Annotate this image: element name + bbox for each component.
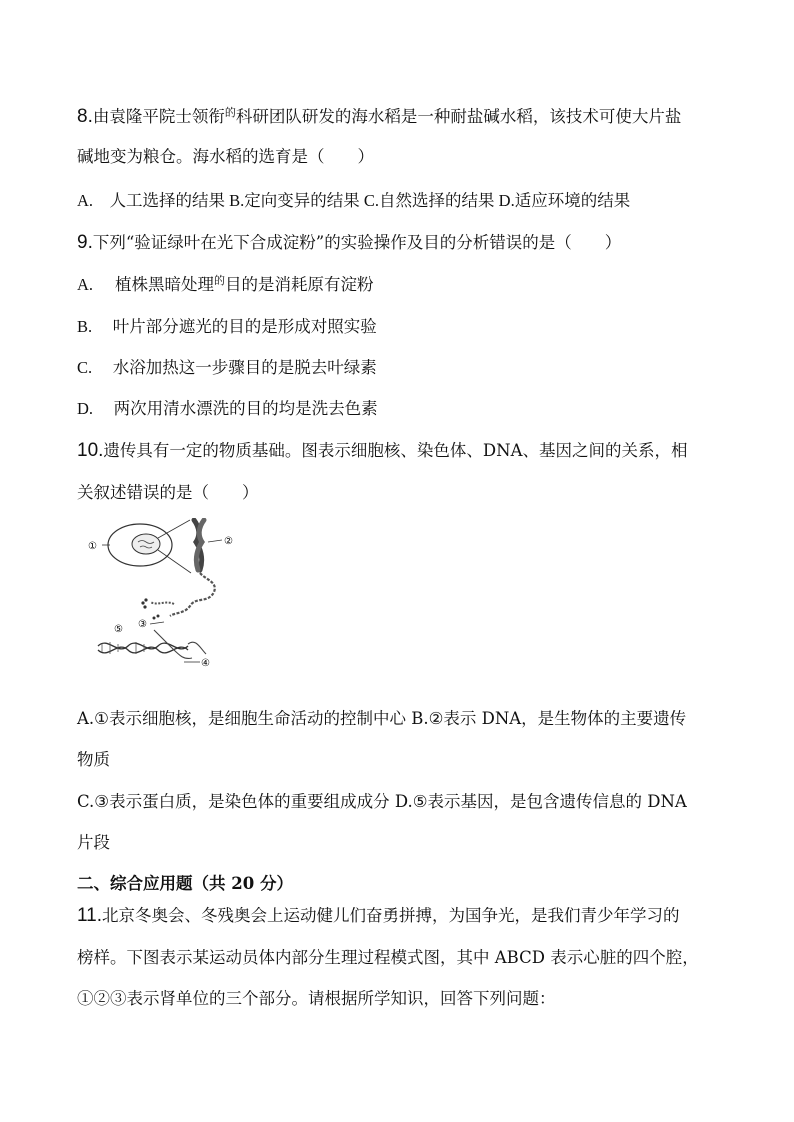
q10-line1 [77, 440, 688, 462]
q11-line2: 榜样。下图表示某运动员体内部分生理过程模式图，其中 ABCD 表示心脏的四个腔， [77, 948, 699, 967]
q11-number: 11. [77, 905, 103, 926]
q9-option-a-text-b: 目的是消耗原有淀粉 [225, 275, 374, 294]
q10-options-cd-line1: C.③表示蛋白质，是染色体的重要组成成分 D.⑤表示基因，是包含遗传信息的 DNA [77, 792, 687, 811]
dna-helix [98, 643, 188, 649]
q10-options-cd-line2: 片段 [77, 833, 110, 852]
q9-number: 9. [77, 232, 93, 253]
q8-number: 8. [77, 106, 93, 127]
nucleus-shape [132, 534, 160, 554]
q10-options-ab-line1: A.①表示细胞核，是细胞生命活动的控制中心 B.②表示 DNA，是生物体的主要遗传 [77, 709, 687, 728]
q10-line2: 关叙述错误的是（ ） [77, 483, 259, 502]
q9-option-a-text-a: 植株黑暗处理 [115, 275, 215, 294]
q9-stem [77, 232, 621, 254]
q8-options: A. 人工选择的结果 B.定向变异的结果 C.自然选择的结果 D.适应环境的结果 [77, 191, 631, 210]
q10-options-ab-line2: 物质 [77, 750, 110, 769]
q10-number: 10. [77, 440, 104, 461]
q9-option-c: C. 水浴加热这一步骤目的是脱去叶绿素 [77, 358, 377, 377]
diagram-label-5: ⑤ [114, 624, 123, 635]
q8-line1 [77, 106, 681, 130]
q11-line1-text: 北京冬奥会、冬残奥会上运动健儿们奋勇拼搏，为国争光，是我们青少年学习的 [102, 906, 680, 925]
q8-text-b: 科研团队研发的海水稻是一种耐盐碱水稻，该技术可使大片盐 [235, 107, 682, 126]
diagram-label-1: ① [88, 541, 97, 552]
diagram-label-4: ④ [201, 658, 210, 669]
diagram-label-3: ③ [138, 619, 147, 630]
q10-line1-text: 遗传具有一定的物质基础。图表示细胞核、染色体、DNA、基因之间的关系，相 [103, 441, 688, 460]
q9-option-a-small: 的 [214, 275, 226, 287]
q9-option-a-label: A. [77, 275, 94, 294]
q9-stem-text: 下列“验证绿叶在光下合成淀粉”的实验操作及目的分析错误的是（ ） [92, 233, 622, 252]
q8-text-a: 由袁隆平院士领衔 [92, 107, 225, 126]
q8-line2: 碱地变为粮仓。海水稻的选育是（ ） [77, 147, 374, 166]
q9-option-b: B. 叶片部分遮光的目的是形成对照实验 [77, 317, 377, 336]
section-2-title: 二、综合应用题（共 20 分） [77, 874, 293, 893]
q8-small-char: 的 [224, 106, 236, 119]
q11-line3: ①②③表示肾单位的三个部分。请根据所学知识，回答下列问题： [77, 989, 556, 1008]
diagram-label-2: ② [224, 536, 233, 547]
q9-option-a [77, 274, 374, 298]
q11-line1 [77, 905, 680, 927]
q9-option-d: D. 两次用清水漂洗的目的均是洗去色素 [77, 399, 378, 418]
chromosome-dna-diagram [88, 518, 248, 683]
